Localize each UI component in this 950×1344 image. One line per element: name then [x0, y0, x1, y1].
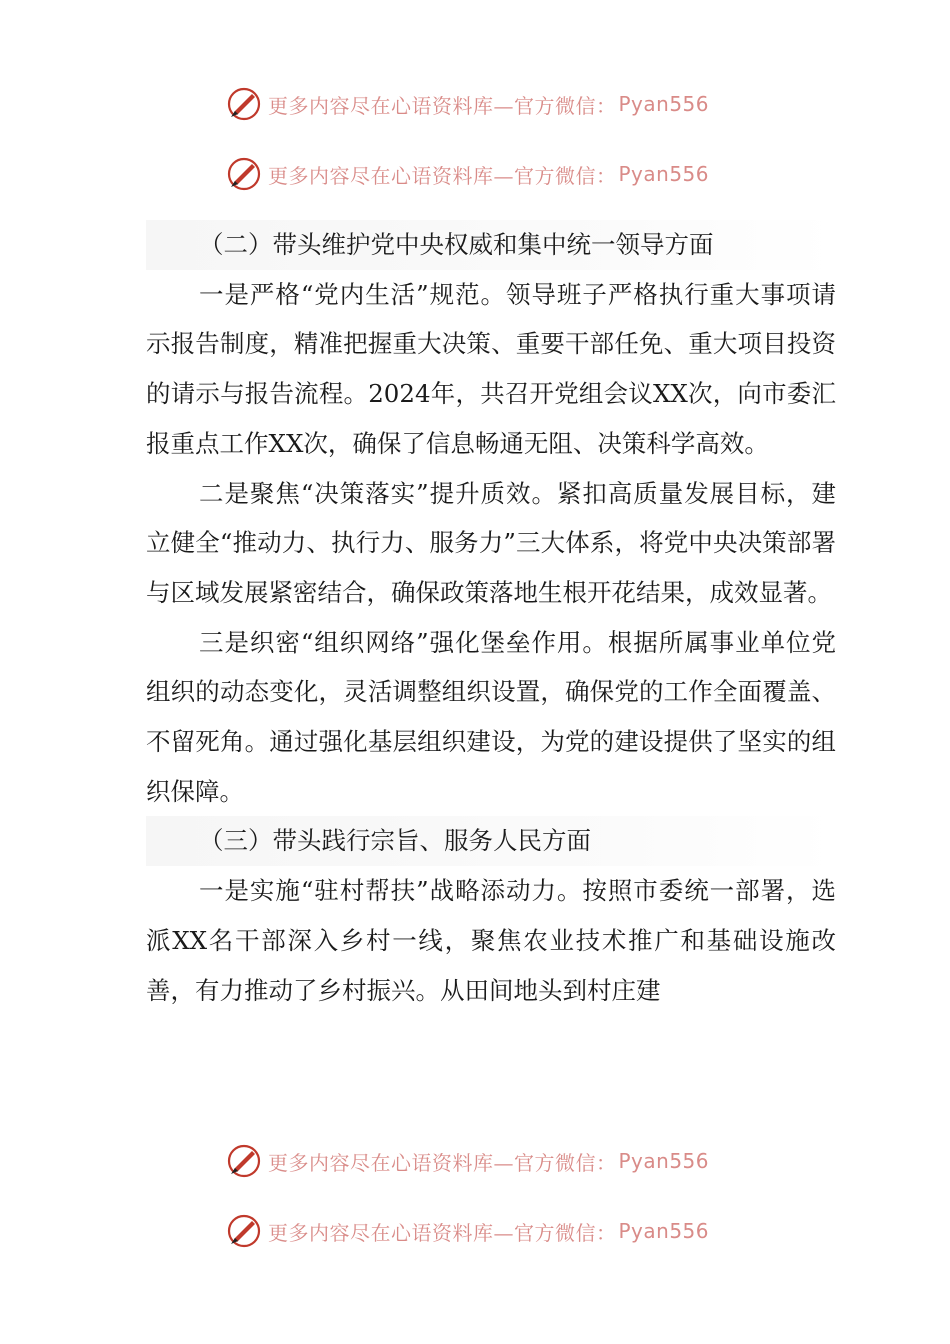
- watermark-wechat-id: Pyan556: [618, 162, 710, 186]
- watermark-banner: [226, 1211, 746, 1251]
- watermark-text: 更多内容尽在心语资料库—官方微信：: [268, 93, 617, 118]
- body-paragraph: 一是实施“驻村帮扶”战略添动力。按照市委统一部署，选派XX名干部深入乡村一线，聚焦农业技术推广和基础设施改善，有力推动了乡村振兴。从田间地头到村庄建: [146, 876, 836, 1005]
- pen-logo-icon: [226, 1143, 262, 1179]
- watermark-wechat-id: Pyan556: [618, 92, 710, 116]
- watermark-wechat-id: Pyan556: [618, 1149, 710, 1173]
- watermark-text: 更多内容尽在心语资料库—官方微信：: [268, 163, 617, 188]
- body-paragraph: 三是织密“组织网络”强化堡垒作用。根据所属事业单位党组织的动态变化，灵活调整组织设置，确保党的工作全面覆盖、不留死角。通过强化基层组织建设，为党的建设提供了坚实的组织保障。: [146, 627, 836, 806]
- pen-logo-icon: [226, 1213, 262, 1249]
- section-heading: （二）带头维护党中央权威和集中统一领导方面: [146, 220, 836, 270]
- body-paragraph: 二是聚焦“决策落实”提升质效。紧扣高质量发展目标，建立健全“推动力、执行力、服务力”三大体系，将党中央决策部署与区域发展紧密结合，确保政策落地生根开花结果，成效显著。: [146, 478, 836, 607]
- watermark-text: 更多内容尽在心语资料库—官方微信：: [268, 1220, 617, 1245]
- pen-logo-icon: [226, 156, 262, 192]
- section-heading: （三）带头践行宗旨、服务人民方面: [146, 816, 836, 866]
- pen-logo-icon: [226, 86, 262, 122]
- watermark-banner: [226, 84, 746, 124]
- body-paragraph: 一是严格“党内生活”规范。领导班子严格执行重大事项请示报告制度，精准把握重大决策、重要干部任免、重大项目投资的请示与报告流程。2024年，共召开党组会议XX次，向市委汇报重点工作XX次，确保了信息畅通无阻、决策科学高效。: [146, 279, 836, 458]
- document-body: [146, 220, 836, 1015]
- watermark-banner: [226, 154, 746, 194]
- watermark-text: 更多内容尽在心语资料库—官方微信：: [268, 1150, 617, 1175]
- watermark-banner: [226, 1141, 746, 1181]
- watermark-wechat-id: Pyan556: [618, 1219, 710, 1243]
